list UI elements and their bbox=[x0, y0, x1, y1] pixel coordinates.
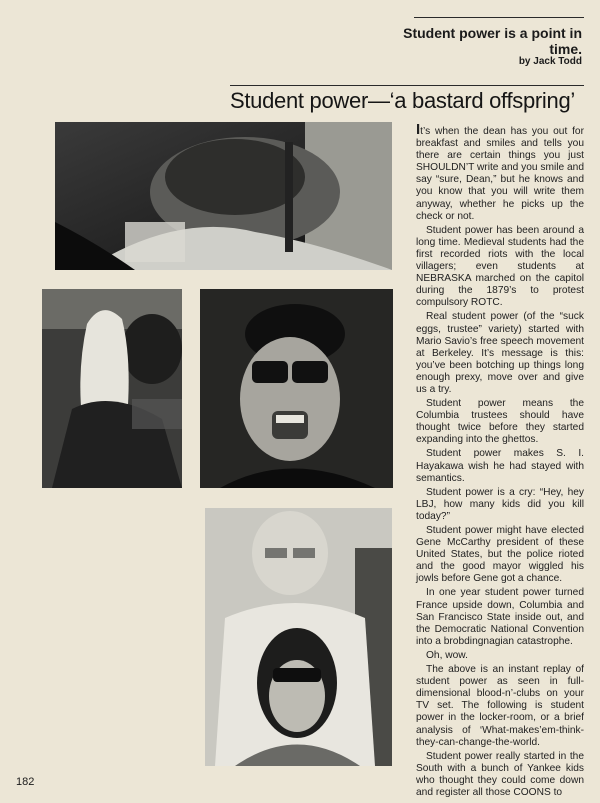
article-paragraph: Student power makes S. I. Hayakawa wish he had stayed with semantics. bbox=[416, 448, 584, 484]
article-paragraph: Oh, wow. bbox=[426, 649, 468, 661]
article-paragraph: Student power might have elected Gene McCarthy president of these United States, but the police rioted and the good mayor wiggled his jowls before Gene got a chance. bbox=[416, 525, 584, 585]
kicker: Student power is a point in time. bbox=[403, 25, 582, 57]
top-rule bbox=[414, 17, 584, 18]
article-paragraph: Student power is a cry: “Hey, hey LBJ, how many kids did you kill today?” bbox=[416, 486, 584, 522]
article-paragraph: Student power has been around a long time. Medieval students had the first recorded riots with the local villagers; even students at NEBRASKA marched on the capitol during the 1879’s to protest compulsory ROTC. bbox=[416, 224, 584, 309]
article-paragraph: Student power means the Columbia trustees should have thought twice before they started expanding into the ghettos. bbox=[416, 398, 584, 446]
photo-girl-long-hair bbox=[42, 289, 182, 488]
article-paragraph: In one year student power turned France upside down, Columbia and San Francisco State inside out, and the Democratic National Convention into a brobdingnagian catastrophe. bbox=[416, 587, 584, 647]
photo-student-head-down bbox=[55, 122, 392, 270]
article-paragraph: The above is an instant replay of student power as seen in full-dimensional blood-n’-clubs on your TV set. The following is student power in the locker-room, or a brief analysis of ‘What-makes’em-think-they-can-change-the-world. bbox=[416, 664, 584, 748]
article-body bbox=[416, 121, 584, 801]
article-paragraph: Student power really started in the South with a bunch of Yankee kids who thought they could come down and register all those COONS to bbox=[416, 750, 584, 798]
photo-woman-glasses bbox=[200, 289, 393, 488]
byline: by Jack Todd bbox=[518, 56, 582, 67]
headline: Student power—‘a bastard offspring’ bbox=[230, 88, 575, 113]
drop-cap: I bbox=[416, 121, 421, 138]
article-paragraph: Real student power (of the “suck eggs, trustee” variety) started with Mario Savio’s free speech movement at Berkeley. It’s message is this: you’ve been botching up things long enough prexy, move over and give us a try. bbox=[416, 311, 584, 395]
photo-man-and-woman bbox=[205, 508, 392, 766]
headline-rule bbox=[230, 85, 584, 86]
page-number: 182 bbox=[16, 776, 35, 788]
article-paragraph: It’s when the dean has you out for breakfast and smiles and tells you there are certain things you just SHOULDN’T write and you smile and say “sure, Dean,” but he knows and you know that you will write them anyway, whether he picks up the check or not. bbox=[416, 121, 584, 222]
